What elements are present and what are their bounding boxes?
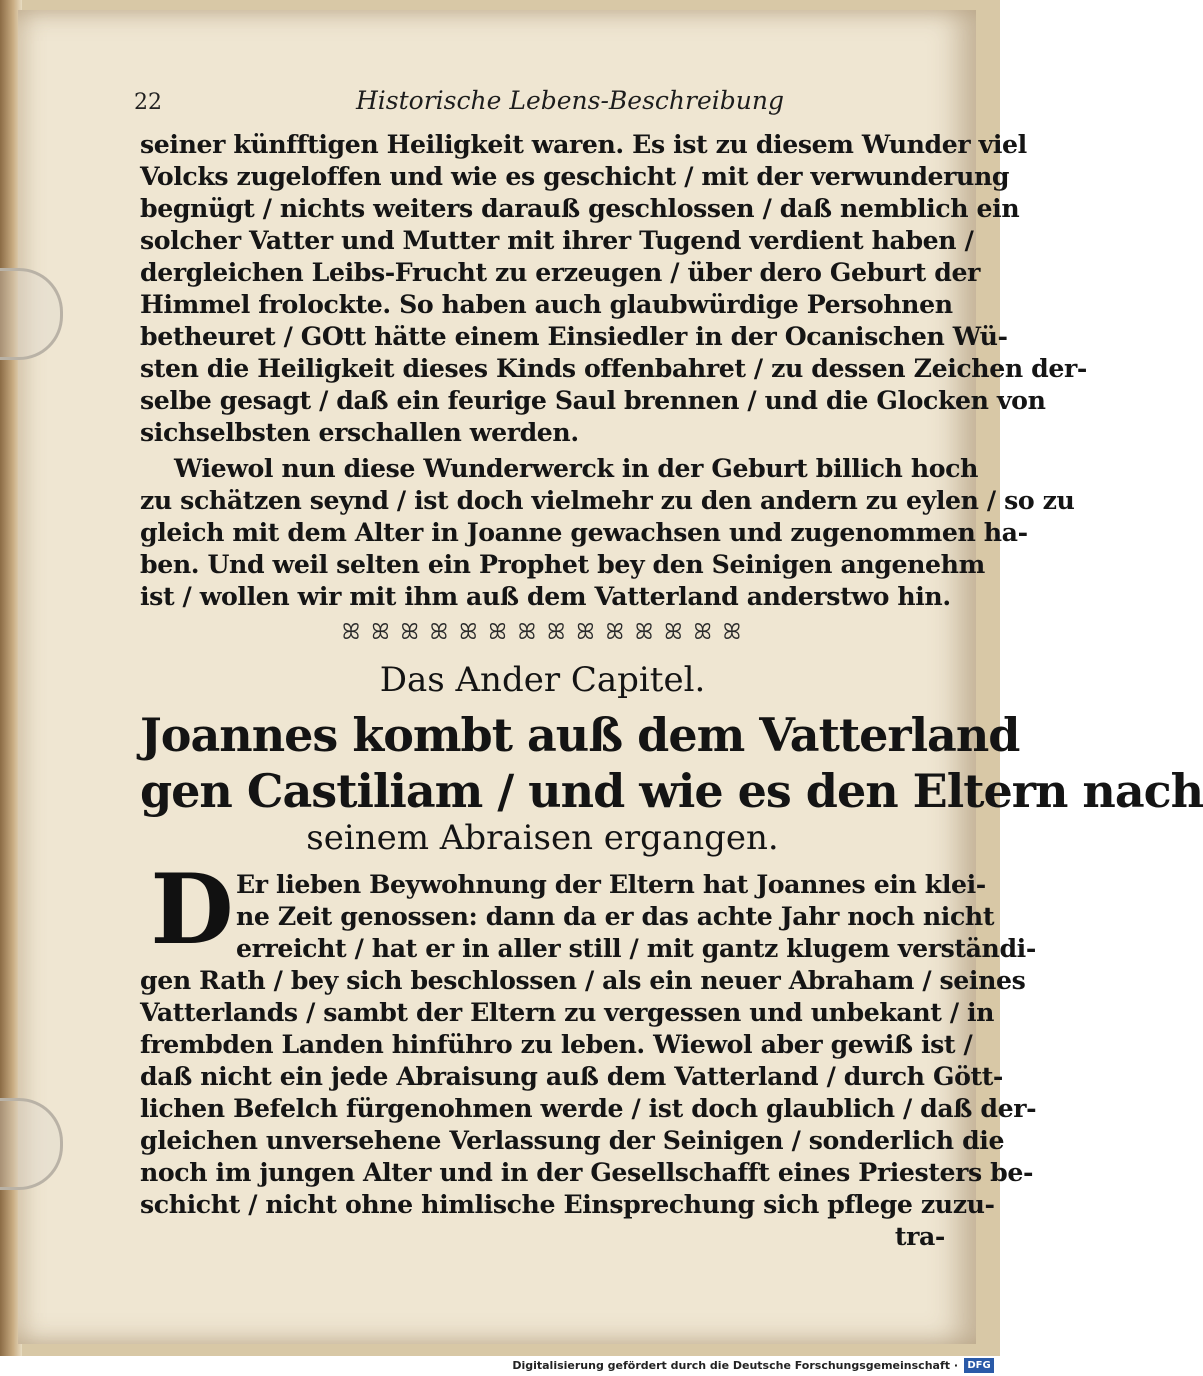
- catchword: tra-: [894, 1221, 945, 1251]
- text-line: selbe gesagt / daß ein feurige Saul brennen / und die Glocken von: [140, 385, 1046, 415]
- running-title: Historische Lebens-Beschreibung: [356, 86, 784, 115]
- text-line: gen Rath / bey sich beschlossen / als ein neuer Abraham / seines: [140, 965, 1026, 995]
- text-line: frembden Landen hinführo zu leben. Wiewol aber gewiß ist /: [140, 1029, 973, 1059]
- text-line: schicht / nicht ohne himlische Einsprechung sich pflege zuzu-: [140, 1189, 995, 1219]
- chapter-title-line-3: seinem Abraisen ergangen.: [306, 818, 779, 858]
- paragraph-3-opening: [236, 868, 1036, 964]
- text-line: ben. Und weil selten ein Prophet bey den Seinigen angenehm: [140, 549, 985, 579]
- text-line: Vatterlands / sambt der Eltern zu vergessen und unbekant / in: [140, 997, 995, 1027]
- text-line: Volcks zugeloffen und wie es geschicht / mit der verwunderung: [140, 161, 1010, 191]
- text-line: gleichen unversehene Verlassung der Seinigen / sonderlich die: [140, 1125, 1005, 1155]
- digitization-footer: [0, 1356, 1000, 1376]
- text-line: erreicht / hat er in aller still / mit gantz klugem verständi-: [236, 933, 1036, 963]
- text-line: solcher Vatter und Mutter mit ihrer Tugend verdient haben /: [140, 225, 974, 255]
- footer-credit: Digitalisierung gefördert durch die Deutsche Forschungsgemeinschaft ·: [512, 1359, 958, 1372]
- text-line: ne Zeit genossen: dann da er das achte Jahr noch nicht: [236, 901, 995, 931]
- text-line: lichen Befelch fürgenohmen werde / ist doch glaublich / daß der-: [140, 1093, 1037, 1123]
- text-line: sten die Heiligkeit dieses Kinds offenbahret / zu dessen Zeichen der-: [140, 353, 1087, 383]
- page-header: [134, 86, 944, 126]
- text-line: Wiewol nun diese Wunderwerck in der Geburt billich hoch: [174, 453, 978, 483]
- text-line: dergleichen Leibs-Frucht zu erzeugen / über dero Geburt der: [140, 257, 980, 287]
- text-line: Er lieben Beywohnung der Eltern hat Joannes ein klei-: [236, 869, 986, 899]
- chapter-number: Das Ander Capitel.: [379, 660, 706, 700]
- text-line: Himmel frolockte. So haben auch glaubwürdige Persohnen: [140, 289, 953, 319]
- text-line: gleich mit dem Alter in Joanne gewachsen und zugenommen ha-: [140, 517, 1028, 547]
- paragraph-1: [140, 128, 1087, 448]
- text-line: seiner künfftigen Heiligkeit waren. Es ist zu diesem Wunder viel: [140, 129, 1027, 159]
- paragraph-3: [140, 964, 1037, 1252]
- text-line: daß nicht ein jede Abraisung auß dem Vatterland / durch Gött-: [140, 1061, 1003, 1091]
- text-line: betheuret / GOtt hätte einem Einsiedler in der Ocanischen Wü-: [140, 321, 1008, 351]
- text-line: begnügt / nichts weiters darauß geschlossen / daß nemblich ein: [140, 193, 1020, 223]
- text-line: sichselbsten erschallen werden.: [140, 417, 579, 447]
- text-line: zu schätzen seynd / ist doch vielmehr zu den andern zu eylen / so zu: [140, 485, 1075, 515]
- dfg-logo: DFG: [964, 1358, 994, 1373]
- text-line: ist / wollen wir mit ihm auß dem Vatterland anderstwo hin.: [140, 581, 951, 611]
- ornament-divider: ꕤ ꕤ ꕤ ꕤ ꕤ ꕤ ꕤ ꕤ ꕤ ꕤ ꕤ ꕤ ꕤ ꕤ: [341, 620, 744, 645]
- paragraph-2: [140, 452, 1075, 612]
- chapter-title-line-2: gen Castiliam / und wie es den Eltern nach: [140, 764, 1203, 818]
- decorated-initial: D: [150, 853, 234, 966]
- chapter-title-line-1: Joannes kombt auß dem Vatterland: [140, 708, 1020, 762]
- page-number: 22: [134, 90, 162, 115]
- text-line: noch im jungen Alter und in der Gesellschafft eines Priesters be-: [140, 1157, 1034, 1187]
